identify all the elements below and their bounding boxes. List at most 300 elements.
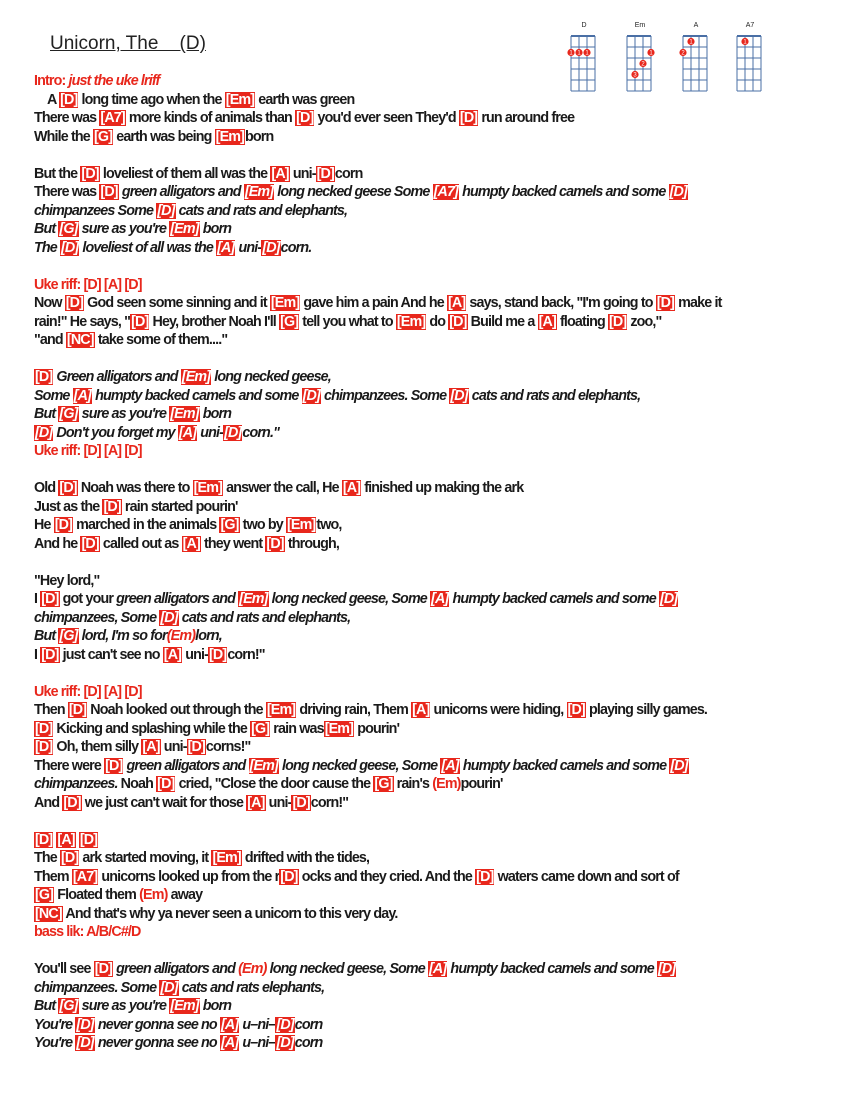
lyric-line xyxy=(34,405,814,424)
chord-label: [A] xyxy=(178,424,197,441)
chord-label: [Em] xyxy=(181,369,211,385)
lyric-text: cried, "Close the door cause the xyxy=(175,776,374,792)
lyric-line xyxy=(34,997,814,1016)
lyric-text: uni- xyxy=(265,794,292,811)
lyric-line xyxy=(34,590,814,609)
chord-label: [G] xyxy=(251,720,270,737)
lyric-text: corns!" xyxy=(205,739,251,755)
finger-number: 1 xyxy=(689,39,693,46)
chord-label: [A] xyxy=(271,165,289,182)
lyric-text: green alligators and xyxy=(116,591,239,607)
chord-label: [A] xyxy=(441,757,459,774)
lyric-line xyxy=(34,165,814,184)
finger-number: 2 xyxy=(641,61,645,68)
chord-label: [A] xyxy=(538,313,556,330)
chord-label: [Em] xyxy=(244,184,274,200)
lyric-text: "and xyxy=(34,332,66,348)
chord-label: [A] xyxy=(247,794,265,811)
lyric-text: corn xyxy=(294,1035,323,1051)
chord-label: [D] xyxy=(41,646,59,663)
chord-label: [D] xyxy=(209,646,227,663)
chord-label: [A] xyxy=(57,831,75,848)
lyric-text: green alligators and xyxy=(113,961,239,977)
lyric-text: drifted with the tides, xyxy=(241,850,370,866)
lyric-text: playing silly games. xyxy=(585,702,708,718)
lyric-text: Noah xyxy=(117,776,157,792)
chord-label: [D] xyxy=(476,868,494,885)
chord-label: [D] xyxy=(608,313,627,330)
finger-number: 1 xyxy=(569,50,573,57)
lyric-text: green alligators and xyxy=(118,184,244,200)
lyric-text: Noah was there to xyxy=(77,480,193,496)
chord-label: [D] xyxy=(669,184,687,200)
lyric-text: cats and rats and elephants, xyxy=(468,387,641,404)
lyric-line xyxy=(34,960,814,979)
finger-number: 1 xyxy=(649,50,653,57)
lyric-line xyxy=(34,109,814,128)
chord-label: [D] xyxy=(224,424,242,441)
lyric-text: I xyxy=(34,646,41,663)
lyric-text: says, stand back, "I'm going to xyxy=(466,295,656,311)
lyric-text: zoo," xyxy=(627,313,662,330)
lyric-text: unicorns were hiding, xyxy=(430,702,567,718)
lyric-text: sure as you're xyxy=(78,221,170,237)
lyrics-body xyxy=(34,72,814,1053)
chord-label: [G] xyxy=(374,776,393,792)
lyric-line xyxy=(34,1034,814,1053)
chord-label: [G] xyxy=(35,887,54,903)
chord-label: [A] xyxy=(429,961,447,977)
lyric-text: You'll see xyxy=(34,961,94,977)
lyric-line xyxy=(34,868,814,887)
chord-label: [D] xyxy=(76,1016,94,1033)
chord-label: [A] xyxy=(73,387,91,404)
lyric-text: they went xyxy=(200,535,266,552)
lyric-text: rain was xyxy=(270,720,324,737)
lyric-text: But the xyxy=(34,165,81,182)
lyric-text: Green alligators and xyxy=(53,369,181,385)
lyric-line xyxy=(34,701,814,720)
chord-label: [D] xyxy=(79,831,98,848)
chord-label: [Em] xyxy=(324,720,354,737)
chord-label: [D] xyxy=(35,369,53,385)
chord-label: [D] xyxy=(35,720,53,737)
chord-label: [D] xyxy=(35,831,53,848)
lyric-line xyxy=(34,498,814,517)
chord-label: [G] xyxy=(59,628,78,644)
lyric-text: born xyxy=(199,406,232,422)
lyric-text: uni- xyxy=(289,165,316,182)
lyric-text: And xyxy=(34,794,63,811)
lyric-text: chimpanzees. Some xyxy=(320,387,450,404)
lyric-text: Then xyxy=(34,702,68,718)
finger-number: 1 xyxy=(577,50,581,57)
lyric-line xyxy=(34,886,814,905)
lyric-line xyxy=(34,1016,814,1035)
chord-label: [D] xyxy=(65,295,84,311)
lyric-text: uni- xyxy=(182,646,209,663)
blank-line xyxy=(34,257,814,276)
chord-label: [Em] xyxy=(170,998,199,1014)
lyric-text: ark started moving, it xyxy=(79,850,212,866)
chord-label: [A] xyxy=(217,239,235,256)
lyric-text: two, xyxy=(316,517,342,533)
lyric-line xyxy=(34,331,814,350)
lyric-text: born xyxy=(199,221,232,237)
lyric-line xyxy=(34,516,814,535)
chord-diagram-name: A7 xyxy=(745,22,755,29)
lyric-line xyxy=(34,368,814,387)
chord-label: [D] xyxy=(567,702,585,718)
lyric-text: Now xyxy=(34,295,65,311)
chord-label: [D] xyxy=(68,702,87,718)
lyric-text: two by xyxy=(239,517,286,533)
chord-label: [D] xyxy=(100,184,118,200)
lyric-text: through, xyxy=(284,535,340,552)
lyric-text: long necked geese, Some xyxy=(268,591,431,607)
lyric-text: driving rain, Them xyxy=(296,702,412,718)
chord-label: [A] xyxy=(220,1016,239,1033)
lyric-line xyxy=(34,627,814,646)
lyric-text: lorn, xyxy=(195,628,222,644)
lyric-text: take some of them...." xyxy=(94,332,228,348)
lyric-text: rain!" He says, " xyxy=(34,313,131,330)
lyric-text: But xyxy=(34,406,59,422)
lyric-text: chimpanzees. Some xyxy=(34,979,160,996)
finger-number: 3 xyxy=(633,72,637,79)
blank-line xyxy=(34,146,814,165)
chord-label: [D] xyxy=(187,739,205,755)
chord-label: [A] xyxy=(342,480,361,496)
lyric-text: humpty backed camels and some xyxy=(91,387,302,404)
chord-label: [D] xyxy=(61,850,79,866)
lyric-text: There was xyxy=(34,110,100,126)
chord-diagram-name: A xyxy=(693,22,699,29)
chord-label: [A] xyxy=(182,535,200,552)
chord-label: [Em] xyxy=(215,128,245,145)
lyric-line xyxy=(34,424,814,443)
section-heading xyxy=(34,276,814,295)
lyric-text: earth was green xyxy=(255,91,355,108)
chord-label: [D] xyxy=(81,535,99,552)
chord-label: [D] xyxy=(296,110,314,126)
chord-label: [D] xyxy=(157,202,175,219)
lyric-text: we just can't wait for those xyxy=(81,794,247,811)
lyric-text: born xyxy=(199,998,232,1014)
lyric-text: pourin' xyxy=(354,720,400,737)
lyric-text: loveliest of them all was the xyxy=(99,165,271,182)
chord-label: (Em) xyxy=(166,628,196,644)
lyric-text: "Hey lord," xyxy=(34,572,100,589)
lyric-line xyxy=(34,757,814,776)
chord-label: [Em] xyxy=(170,221,199,237)
finger-number: 2 xyxy=(681,50,685,57)
chord-label: [A7] xyxy=(72,868,98,885)
lyric-text: more kinds of animals than xyxy=(125,110,296,126)
lyric-text: floating xyxy=(556,313,608,330)
chord-label: [A7] xyxy=(100,110,125,126)
chord-label: [Em] xyxy=(239,591,268,607)
chord-label: [D] xyxy=(659,591,678,607)
lyric-text: make it xyxy=(675,295,722,311)
lyric-text: There were xyxy=(34,757,105,774)
song-title: Unicorn, The (D) xyxy=(50,33,206,54)
chord-label: [D] xyxy=(60,91,78,108)
lyric-line xyxy=(34,387,814,406)
lyric-text: sure as you're xyxy=(78,406,170,422)
lyric-text: Old xyxy=(34,480,59,496)
lyric-text: humpty backed camels and some xyxy=(447,961,657,977)
lyric-text: long necked geese, Some xyxy=(278,757,441,774)
chord-label: [Em] xyxy=(225,91,255,108)
finger-number: 1 xyxy=(585,50,589,57)
lyric-text: tell you what to xyxy=(299,313,396,330)
chord-label: [G] xyxy=(59,998,78,1014)
lyric-text: Build me a xyxy=(467,313,538,330)
lyric-line xyxy=(34,183,814,202)
lyric-text: corn!" xyxy=(227,646,265,663)
lyric-text: you'd ever seen They'd xyxy=(314,110,459,126)
lyric-line xyxy=(34,535,814,554)
chord-label: [A] xyxy=(412,702,430,718)
lyric-text: sure as you're xyxy=(78,998,170,1014)
lyric-text: cats and rats elephants, xyxy=(178,979,325,996)
lyric-text: chimpanzees, Some xyxy=(34,609,160,626)
chord-label: [D] xyxy=(35,424,53,441)
lyric-text: unicorns looked up from the r xyxy=(98,868,280,885)
lyric-text: Hey, brother Noah I'll xyxy=(149,313,280,330)
lyric-text: never gonna see no xyxy=(94,1016,220,1033)
lyric-text: humpty backed camels and some xyxy=(459,757,670,774)
lyric-text: lord, I'm so for xyxy=(78,628,167,644)
chord-label: [G] xyxy=(220,517,239,533)
lyric-text: u–ni– xyxy=(239,1016,276,1033)
lyric-text: God seen some sinning and it xyxy=(84,295,270,311)
lyric-text: green alligators and xyxy=(123,757,249,774)
lyric-text: But xyxy=(34,628,59,644)
finger-number: 1 xyxy=(743,39,747,46)
chord-label: [D] xyxy=(276,1016,294,1033)
chord-label: [D] xyxy=(450,387,468,404)
chord-label: [D] xyxy=(157,776,175,792)
lyric-text: Some xyxy=(34,387,73,404)
chord-label: [D] xyxy=(131,313,149,330)
lyric-text: got your xyxy=(59,591,117,607)
section-heading xyxy=(34,72,814,91)
lyric-line xyxy=(34,128,814,147)
lyric-text: Uke riff: [D] [A] [D] xyxy=(34,683,142,700)
lyric-text: humpty backed camels and some xyxy=(449,591,659,607)
lyric-text: uni- xyxy=(160,739,187,755)
lyric-text: Just as the xyxy=(34,498,103,515)
lyric-text: rain's xyxy=(393,776,433,792)
chord-label: [D] xyxy=(266,535,284,552)
lyric-text: gave him a pain And he xyxy=(300,295,447,311)
chord-label: [D] xyxy=(670,757,688,774)
lyric-text: A xyxy=(47,91,60,108)
lyric-text: just can't see no xyxy=(59,646,163,663)
chord-label: [A] xyxy=(163,646,182,663)
lyric-text: loveliest of all was the xyxy=(79,239,217,256)
lyric-line xyxy=(34,775,814,794)
blank-line xyxy=(34,350,814,369)
lyric-text: called out as xyxy=(99,535,182,552)
chord-label: [NC] xyxy=(66,332,94,348)
chord-label: [A] xyxy=(431,591,449,607)
lyric-text: I xyxy=(34,591,41,607)
chord-label: [D] xyxy=(280,868,298,885)
lyric-text: corn!" xyxy=(310,794,349,811)
chord-label: [D] xyxy=(657,961,676,977)
chord-label: [D] xyxy=(316,165,334,182)
lyric-text: ocks and they cried. And the xyxy=(298,868,476,885)
lyric-line xyxy=(34,849,814,868)
lyric-line xyxy=(34,202,814,221)
chord-label: [D] xyxy=(41,591,59,607)
chord-diagram-name: D xyxy=(581,22,587,29)
blank-line xyxy=(34,553,814,572)
blank-line xyxy=(34,812,814,831)
lyric-text: long necked geese Some xyxy=(274,184,433,200)
lyric-text: There was xyxy=(34,184,100,200)
chord-label: [D] xyxy=(61,239,79,256)
lyric-text: corn." xyxy=(242,424,279,441)
lyric-line xyxy=(34,479,814,498)
lyric-text: never gonna see no xyxy=(94,1035,220,1051)
chord-label: [D] xyxy=(35,739,53,755)
chord-label: (Em) xyxy=(139,887,168,903)
lyric-text: Floated them xyxy=(54,887,140,903)
chord-label: [D] xyxy=(59,480,77,496)
chord-label: [D] xyxy=(276,1035,294,1051)
chord-label: (Em) xyxy=(432,776,461,792)
chord-label: [Em] xyxy=(249,757,278,774)
chord-label: [G] xyxy=(59,406,78,422)
chord-label: [D] xyxy=(54,517,72,533)
chord-label: [D] xyxy=(160,609,178,626)
lyric-text: You're xyxy=(34,1016,76,1033)
lyric-text: Them xyxy=(34,868,72,885)
section-heading xyxy=(34,442,814,461)
lyric-text: While the xyxy=(34,128,94,145)
lyric-text: uni- xyxy=(197,424,224,441)
lyric-text: uni- xyxy=(235,239,262,256)
chord-label: [D] xyxy=(449,313,467,330)
lyric-text: cats and rats and elephants, xyxy=(178,609,351,626)
lyric-text: away xyxy=(167,887,203,903)
lyric-text: Intro: xyxy=(34,73,69,89)
chord-label: [Em] xyxy=(212,850,241,866)
lyric-line xyxy=(34,313,814,332)
lyric-text: corn xyxy=(294,1016,323,1033)
lyric-text: And that's why ya never seen a unicorn to this very day. xyxy=(62,905,398,922)
chord-label: [D] xyxy=(262,239,280,256)
lyric-text: cats and rats and elephants, xyxy=(175,202,348,219)
lyric-text: You're xyxy=(34,1035,76,1051)
lyric-line xyxy=(34,239,814,258)
lyric-line xyxy=(34,294,814,313)
lyric-line xyxy=(34,738,814,757)
lyric-text: chimpanzees Some xyxy=(34,202,157,219)
lyric-line xyxy=(34,905,814,924)
chord-label: [Em] xyxy=(193,480,223,496)
lyric-text: answer the call, He xyxy=(223,480,342,496)
chord-label: [D] xyxy=(459,110,478,126)
chord-label: [D] xyxy=(292,794,310,811)
lyric-line xyxy=(34,646,814,665)
lyric-text: Don't you forget my xyxy=(53,424,178,441)
chord-label: [G] xyxy=(94,128,113,145)
lyric-text: finished up making the ark xyxy=(361,480,524,496)
lyric-text: Kicking and splashing while the xyxy=(53,720,251,737)
chord-label: (Em) xyxy=(238,961,267,977)
lyric-text: But xyxy=(34,998,59,1014)
lyric-text: born xyxy=(245,128,274,145)
chord-label: [Em] xyxy=(270,295,300,311)
lyric-text: bass lik: A/B/C#/D xyxy=(34,924,141,940)
chord-label: [A] xyxy=(447,295,466,311)
lyric-text: Oh, them silly xyxy=(53,739,142,755)
chord-label: [Em] xyxy=(266,702,296,718)
lyric-text: pourin' xyxy=(460,776,503,792)
lyric-line xyxy=(34,794,814,813)
lyric-text: long necked geese, Some xyxy=(266,961,429,977)
chord-label: [D] xyxy=(656,295,675,311)
lyric-text: long necked geese, xyxy=(211,369,331,385)
lyric-text: He xyxy=(34,517,54,533)
lyric-text: chimpanzees. xyxy=(34,776,118,792)
chord-label: [A] xyxy=(220,1035,239,1051)
chord-label: [D] xyxy=(76,1035,94,1051)
lyric-line xyxy=(34,572,814,591)
lyric-text: rain started pourin' xyxy=(121,498,238,515)
blank-line xyxy=(34,461,814,480)
chord-label: [A] xyxy=(142,739,160,755)
chord-label: [NC] xyxy=(35,905,62,922)
lyric-text: u–ni– xyxy=(239,1035,276,1051)
lyric-text: run around free xyxy=(478,110,575,126)
lyric-text: humpty backed camels and some xyxy=(458,184,669,200)
blank-line xyxy=(34,942,814,961)
blank-line xyxy=(34,664,814,683)
chord-label: [Em] xyxy=(396,313,426,330)
lyric-text: waters came down and sort of xyxy=(494,868,679,885)
lyric-text: corn xyxy=(334,165,363,182)
chord-label: [D] xyxy=(105,757,123,774)
section-heading xyxy=(34,923,814,942)
lyric-text: long time ago when the xyxy=(78,91,225,108)
chord-label: [G] xyxy=(280,313,299,330)
chord-diagram-name: Em xyxy=(634,22,646,29)
lyric-text: Noah looked out through the xyxy=(87,702,266,718)
lyric-text: And he xyxy=(34,535,81,552)
chord-label: [Em] xyxy=(170,406,199,422)
chord-label: [Em] xyxy=(286,517,316,533)
lyric-text: corn. xyxy=(280,239,312,256)
lyric-line xyxy=(34,979,814,998)
lyric-text: just the uke lriff xyxy=(68,73,160,89)
lyric-text: earth was being xyxy=(113,128,215,145)
lyric-text: do xyxy=(426,313,449,330)
lyric-line xyxy=(34,609,814,628)
lyric-line xyxy=(34,91,814,110)
chord-label: [G] xyxy=(59,221,78,237)
lyric-line xyxy=(34,831,814,850)
chord-label: [D] xyxy=(81,165,99,182)
chord-label: [D] xyxy=(302,387,320,404)
chord-label: [A7] xyxy=(433,184,458,200)
chord-label: [D] xyxy=(63,794,81,811)
